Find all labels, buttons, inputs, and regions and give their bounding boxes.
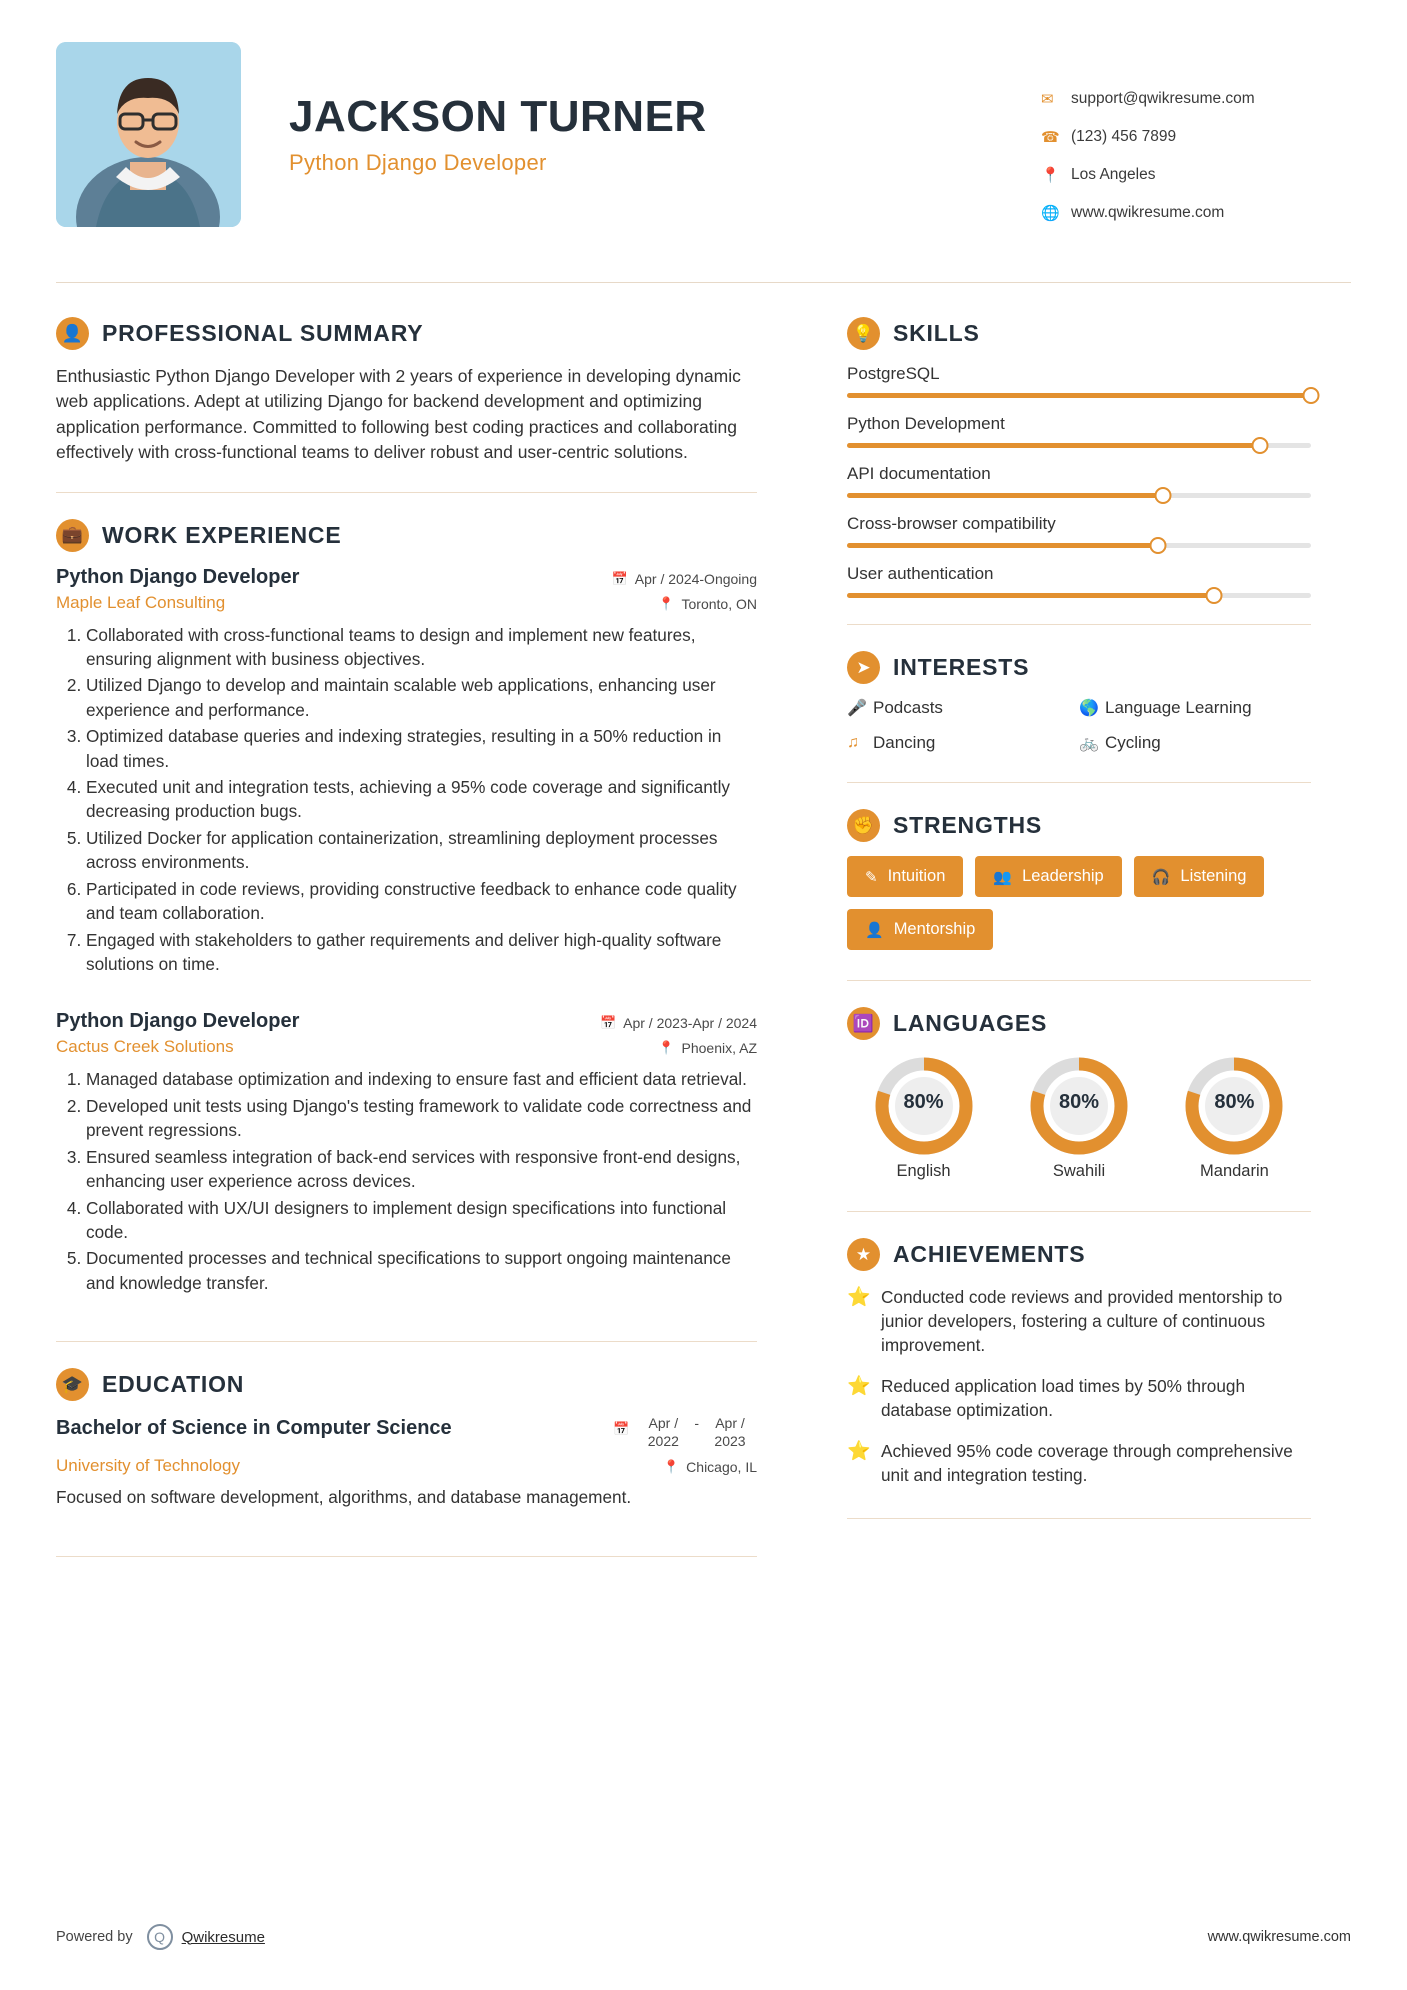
skill-item [847, 464, 1311, 498]
skill-bar [847, 593, 1311, 598]
work-job-date-text: Apr / 2023-Apr / 2024 [623, 1015, 757, 1032]
education-entry-subheader [56, 1456, 757, 1476]
interest-label: Dancing [873, 733, 936, 752]
contact-location-text: Los Angeles [1071, 166, 1156, 183]
divider [847, 1518, 1311, 1519]
skill-item [847, 364, 1311, 398]
interest-item [1079, 698, 1311, 718]
education-location-text: Chicago, IL [686, 1459, 757, 1476]
left-column [56, 283, 801, 1583]
envelope-icon: ✉ [1041, 91, 1054, 108]
lightbulb-icon: 💡 [847, 317, 880, 350]
skill-label: User authentication [847, 564, 994, 583]
contact-phone [1041, 128, 1351, 146]
fist-icon: ✊ [847, 809, 880, 842]
section-header-languages [847, 1007, 1311, 1040]
skill-bar [847, 493, 1311, 498]
section-title-interests: INTERESTS [893, 654, 1030, 680]
resume-header [56, 42, 1351, 242]
interests-list [847, 698, 1311, 768]
skill-label: API documentation [847, 464, 991, 483]
list-item: 2. Developed unit tests using Django's testing framework to validate code correctness and prevent regressions. [86, 1094, 757, 1143]
section-header-education [56, 1368, 757, 1401]
achievement-text: Reduced application load times by 50% through database optimization. [881, 1376, 1246, 1421]
work-entry-subheader [56, 593, 757, 613]
skill-bar [847, 443, 1311, 448]
interest-item [847, 733, 1079, 753]
section-title-achievements: ACHIEVEMENTS [893, 1241, 1086, 1267]
contact-location [1041, 166, 1351, 184]
qwikresume-logo-icon: Q [147, 1924, 173, 1950]
date-separator: - [694, 1415, 699, 1432]
work-entry [56, 566, 757, 977]
phone-icon: ☎ [1041, 129, 1060, 146]
star-circle-icon: ★ [847, 1238, 880, 1271]
list-item: 4. Collaborated with UX/UI designers to implement design specifications into functional code. [86, 1196, 757, 1245]
work-location-text: Toronto, ON [681, 595, 757, 612]
section-title-work: WORK EXPERIENCE [102, 521, 342, 548]
footer-website: www.qwikresume.com [1207, 1929, 1351, 1945]
headphones-icon: 🎧 [1151, 868, 1171, 886]
graduation-cap-icon: 🎓 [56, 1368, 89, 1401]
globe-icon: 🌐 [1041, 205, 1060, 222]
language-percent: 80% [1058, 1091, 1099, 1113]
user-plus-icon: 👤 [865, 921, 884, 939]
divider [847, 624, 1311, 625]
calendar-icon: 📅 [613, 1421, 630, 1437]
location-pin-icon: 📍 [662, 1459, 680, 1475]
work-company: Cactus Creek Solutions [56, 1037, 234, 1057]
achievement-item [847, 1439, 1311, 1487]
language-label: Swahili [1052, 1162, 1106, 1180]
strengths-list [847, 856, 1311, 950]
work-location [658, 596, 757, 612]
music-note-icon: ♫ [847, 734, 859, 751]
education-start-date: Apr / 2022 [647, 1415, 679, 1449]
star-icon: ⭐ [847, 1376, 871, 1398]
powered-by-label: Powered by [56, 1929, 133, 1945]
work-job-title: Python Django Developer [56, 565, 300, 588]
globe-language-icon: 🌎 [1079, 700, 1099, 717]
section-header-interests [847, 651, 1311, 684]
users-icon: 👥 [993, 868, 1013, 886]
divider [847, 1211, 1311, 1212]
list-item: 7. Engaged with stakeholders to gather requirements and deliver high-quality software solutions on time. [86, 928, 757, 977]
language-item [847, 1054, 1000, 1181]
language-item [1002, 1054, 1155, 1181]
work-location [658, 1040, 757, 1056]
contact-website [1041, 204, 1351, 222]
paper-plane-icon: ➤ [847, 651, 880, 684]
skill-label: Cross-browser compatibility [847, 514, 1056, 533]
strength-label: Listening [1180, 867, 1247, 885]
section-title-summary: PROFESSIONAL SUMMARY [102, 320, 424, 346]
list-item: 5. Utilized Docker for application containerization, streamlining deployment processes across environments. [86, 826, 757, 875]
strength-chip [847, 909, 993, 950]
contact-email-text: support@qwikresume.com [1071, 90, 1255, 107]
location-pin-icon: 📍 [658, 595, 675, 611]
section-title-strengths: STRENGTHS [893, 812, 1043, 838]
microphone-icon: 🎤 [847, 700, 867, 717]
work-entry-subheader [56, 1037, 757, 1057]
section-header-strengths [847, 809, 1311, 842]
divider [56, 492, 757, 493]
list-item: 3. Optimized database queries and indexing strategies, resulting in a 50% reduction in load times. [86, 724, 757, 773]
page-footer [56, 1924, 1351, 1950]
skill-label: Python Development [847, 414, 1005, 433]
list-item: 1. Managed database optimization and indexing to ensure fast and efficient data retrieval. [86, 1067, 757, 1091]
work-entry-header [56, 1010, 757, 1033]
education-location [663, 1459, 757, 1475]
avatar [56, 42, 241, 227]
divider [847, 980, 1311, 981]
section-header-skills [847, 317, 1311, 350]
section-header-achievements [847, 1238, 1311, 1271]
work-job-date [600, 1015, 757, 1031]
skill-item [847, 564, 1311, 598]
calendar-icon: 📅 [611, 570, 628, 586]
star-icon: ⭐ [847, 1441, 871, 1463]
contact-list [1041, 42, 1351, 242]
pen-icon: ✎ [865, 868, 878, 886]
strength-label: Mentorship [893, 920, 976, 938]
education-dates [613, 1415, 757, 1450]
skill-bar [847, 543, 1311, 548]
section-title-education: EDUCATION [102, 1371, 245, 1398]
strength-chip [975, 856, 1121, 897]
calendar-icon: 📅 [599, 1015, 617, 1031]
section-title-languages: LANGUAGES [893, 1010, 1048, 1036]
education-school: University of Technology [56, 1456, 240, 1476]
work-location-text: Phoenix, AZ [681, 1040, 757, 1057]
work-entry-header [56, 566, 757, 589]
interest-label: Cycling [1105, 733, 1161, 752]
id-badge-icon: 🆔 [847, 1007, 880, 1040]
qwikresume-link[interactable]: Qwikresume [181, 1928, 265, 1946]
divider [847, 782, 1311, 783]
section-header-work [56, 519, 757, 552]
education-degree: Bachelor of Science in Computer Science [56, 1417, 452, 1440]
achievement-item [847, 1374, 1311, 1422]
divider [56, 1556, 757, 1557]
work-entry [56, 1010, 757, 1295]
languages-list [847, 1054, 1311, 1181]
page-title: JACKSON TURNER [289, 92, 707, 141]
bicycle-icon: 🚲 [1079, 735, 1099, 752]
location-pin-icon: 📍 [658, 1040, 675, 1056]
interest-item [1079, 733, 1311, 753]
strength-chip [1134, 856, 1265, 897]
star-icon: ⭐ [847, 1287, 871, 1308]
job-role: Python Django Developer [289, 150, 547, 175]
education-description: Focused on software development, algorithms, and database management. [56, 1487, 632, 1508]
skill-item [847, 514, 1311, 548]
list-item: 6. Participated in code reviews, providing constructive feedback to enhance code quality and team collaboration. [86, 877, 757, 926]
divider [56, 1341, 757, 1342]
name-block [241, 42, 1041, 176]
summary-text: Enthusiastic Python Django Developer with 2 years of experience in developing dynamic web applications. Adept at utilizing Django for backend development and optimizing application performance. Committed to following best coding practices and collaborating effectively with cross-functional teams to deliver robust and user-centric solutions. [56, 366, 741, 463]
list-item: 5. Documented processes and technical specifications to support ongoing maintenance and knowledge transfer. [86, 1246, 757, 1295]
section-title-skills: SKILLS [893, 320, 980, 346]
skill-bar [847, 393, 1311, 398]
work-job-date [612, 571, 757, 587]
location-pin-icon: 📍 [1041, 167, 1060, 184]
user-circle-icon: 👤 [56, 317, 89, 350]
contact-email [1041, 90, 1351, 108]
achievement-text: Achieved 95% code coverage through comprehensive unit and integration testing. [881, 1441, 1293, 1486]
section-header-summary [56, 317, 757, 350]
strength-chip [847, 856, 963, 897]
contact-phone-text: (123) 456 7899 [1071, 128, 1177, 145]
skill-item [847, 414, 1311, 448]
achievement-text: Conducted code reviews and provided mentorship to junior developers, fostering a culture of continuous improvement. [881, 1287, 1283, 1356]
resume-body [56, 283, 1351, 1583]
right-column [801, 283, 1311, 1583]
list-item: 2. Utilized Django to develop and maintain scalable web applications, enhancing user experience and performance. [86, 673, 757, 722]
work-bullets [56, 1067, 757, 1295]
work-job-date-text: Apr / 2024-Ongoing [634, 570, 757, 587]
interest-label: Podcasts [873, 698, 943, 717]
education-entry-header [56, 1415, 757, 1450]
education-end-date: Apr / 2023 [714, 1415, 746, 1449]
language-percent: 80% [1214, 1091, 1255, 1113]
language-item [1158, 1054, 1311, 1181]
language-label: English [896, 1162, 951, 1180]
skill-label: PostgreSQL [847, 364, 940, 383]
language-label: Mandarin [1200, 1162, 1269, 1180]
footer-brand [56, 1924, 265, 1950]
achievement-item [847, 1285, 1311, 1357]
strength-label: Intuition [887, 867, 946, 885]
interest-label: Language Learning [1105, 698, 1252, 717]
list-item: 4. Executed unit and integration tests, achieving a 95% code coverage and significantly decreasing production bugs. [86, 775, 757, 824]
list-item: 1. Collaborated with cross-functional teams to design and implement new features, ensuring alignment with business objectives. [86, 623, 757, 672]
briefcase-icon: 💼 [56, 519, 89, 552]
work-bullets [56, 623, 757, 977]
contact-website-text: www.qwikresume.com [1071, 204, 1225, 221]
work-job-title: Python Django Developer [56, 1010, 300, 1033]
interest-item [847, 698, 1079, 718]
language-percent: 80% [903, 1091, 944, 1113]
list-item: 3. Ensured seamless integration of back-end services with responsive front-end designs, enhancing user experience across devices. [86, 1145, 757, 1194]
work-company: Maple Leaf Consulting [56, 592, 226, 612]
strength-label: Leadership [1022, 867, 1104, 885]
